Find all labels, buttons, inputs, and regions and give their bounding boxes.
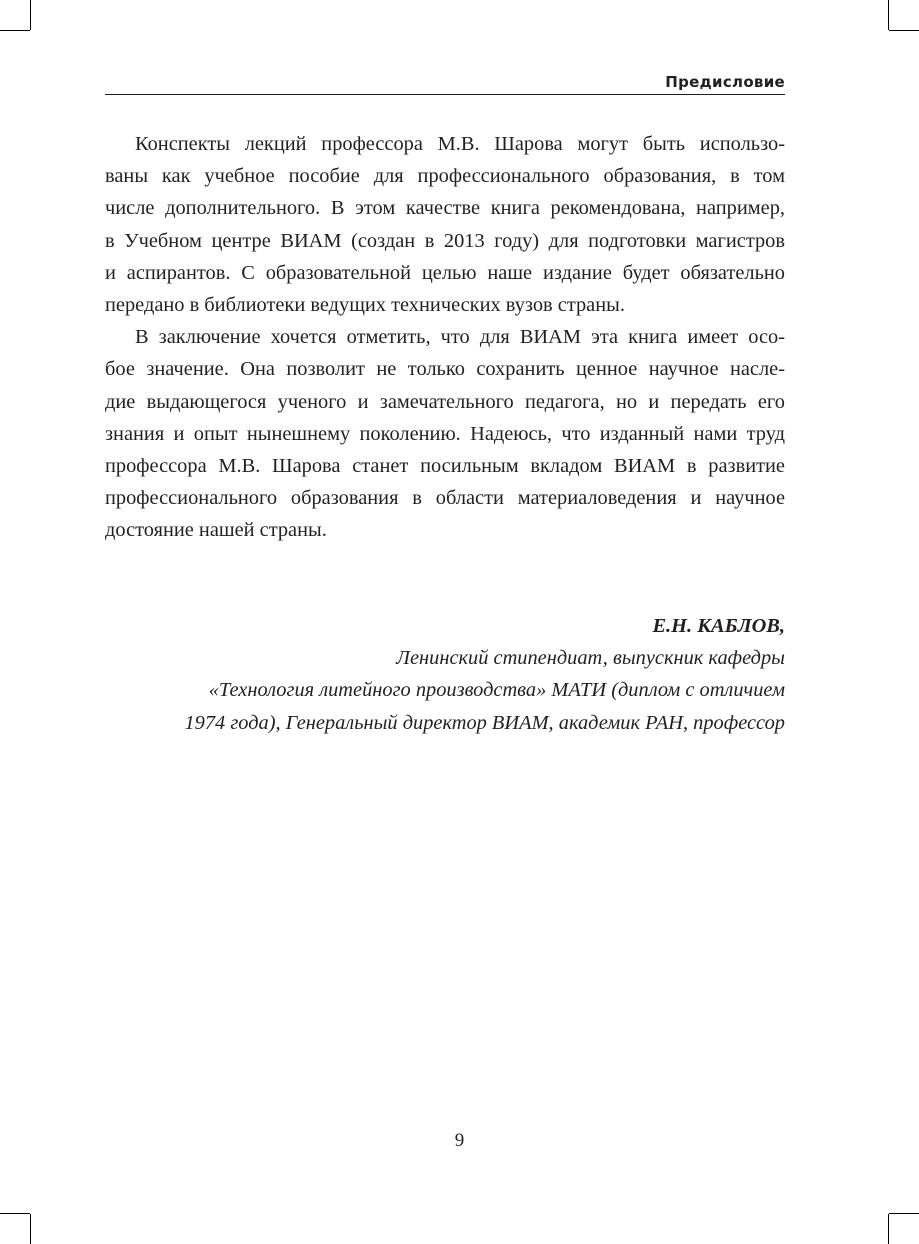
running-head-title: Предисловие bbox=[665, 73, 785, 91]
text-line: и аспирантов. С образовательной целью наше издание будет обязательно bbox=[105, 261, 785, 284]
text-line: бое значение. Она позволит не только сохранить ценное научное насле- bbox=[105, 358, 785, 381]
paragraph-1 bbox=[105, 128, 785, 321]
text-line: Конспекты лекций профессора М.В. Шарова могут быть использо- bbox=[135, 133, 785, 155]
text-line: в Учебном центре ВИАМ (создан в 2013 году) для подготовки магистров bbox=[105, 229, 785, 252]
crop-mark-bottom-right-vertical bbox=[888, 1214, 889, 1244]
running-head bbox=[105, 72, 785, 95]
crop-mark-bottom-left-horizontal bbox=[0, 1213, 30, 1214]
text-line: достояние нашей страны. bbox=[105, 519, 327, 542]
crop-mark-top-left-horizontal bbox=[0, 30, 30, 31]
crop-mark-top-left-vertical bbox=[30, 0, 31, 30]
text-line: передано в библиотеки ведущих технических вузов страны. bbox=[105, 294, 625, 317]
crop-mark-top-right-vertical bbox=[888, 0, 889, 30]
text-line: числе дополнительного. В этом качестве книга рекомендована, например, bbox=[105, 197, 785, 220]
signature-name: Е.Н. КАБЛОВ, bbox=[652, 615, 785, 637]
page-number: 9 bbox=[454, 1130, 465, 1151]
crop-mark-bottom-right-horizontal bbox=[889, 1213, 919, 1214]
text-line: ваны как учебное пособие для профессионального образования, в том bbox=[105, 165, 785, 188]
text-line: профессионального образования в области материаловедения и научное bbox=[105, 487, 785, 510]
text-line: В заключение хочется отметить, что для ВИАМ эта книга имеет осо- bbox=[135, 326, 785, 349]
crop-mark-bottom-left-vertical bbox=[30, 1214, 31, 1244]
paragraph-2 bbox=[105, 321, 785, 546]
signature-credential-line: 1974 года), Генеральный директор ВИАМ, академик РАН, профессор bbox=[184, 711, 785, 734]
signature-block bbox=[184, 610, 785, 739]
text-line: дие выдающегося ученого и замечательного педагога, но и передать его bbox=[105, 390, 785, 413]
crop-mark-top-right-horizontal bbox=[889, 30, 919, 31]
text-line: знания и опыт нынешнему поколению. Надеюсь, что изданный нами труд bbox=[105, 422, 785, 445]
signature-credential-line: «Технология литейного производства» МАТИ (диплом с отличием bbox=[208, 679, 785, 702]
body-text bbox=[105, 128, 785, 547]
signature-credential-line: Ленинский стипендиат, выпускник кафедры bbox=[396, 647, 785, 670]
text-line: профессора М.В. Шарова станет посильным вкладом ВИАМ в развитие bbox=[105, 455, 785, 478]
